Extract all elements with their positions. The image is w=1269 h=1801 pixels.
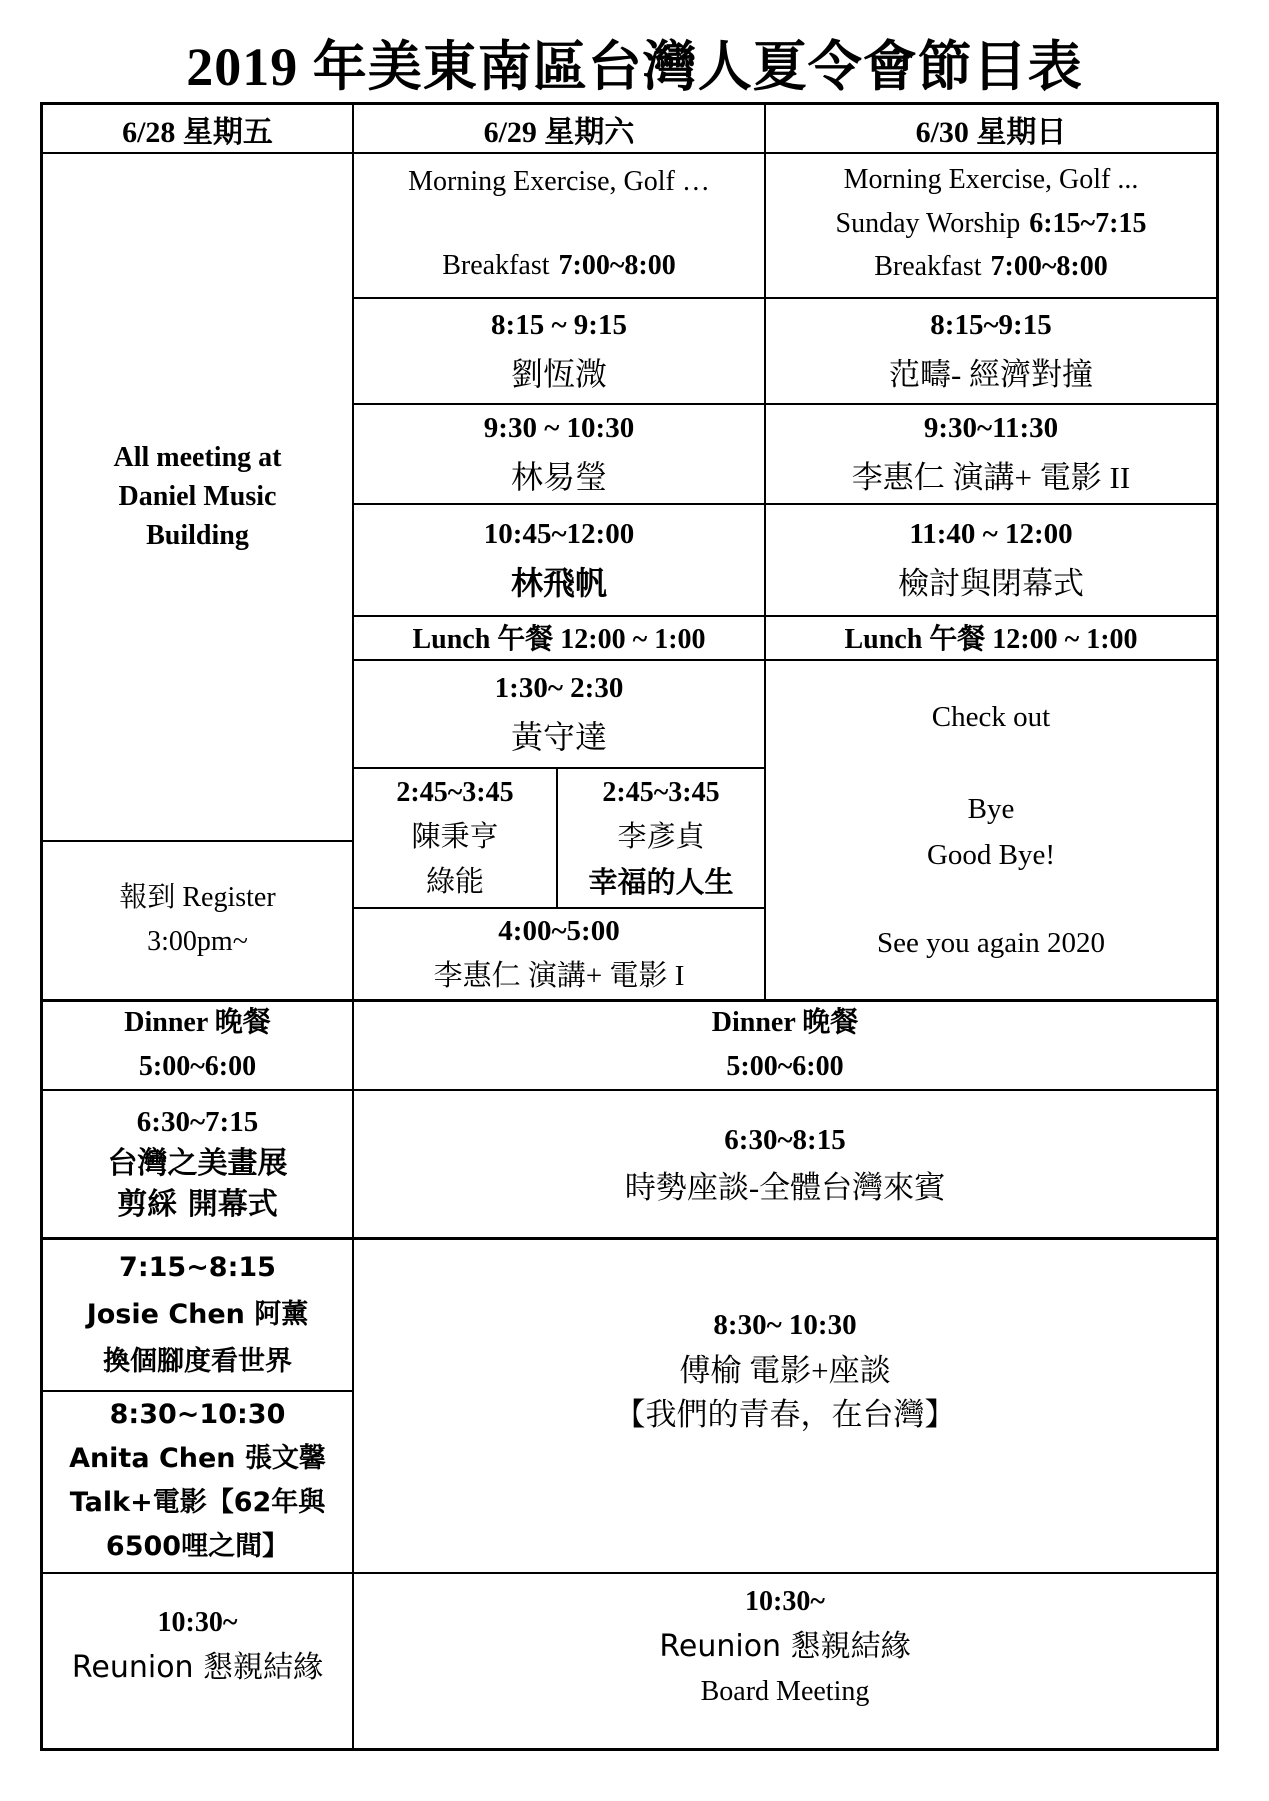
art-show-name: 台灣之美畫展 bbox=[107, 1146, 288, 1181]
sat-breakfast-label: Breakfast bbox=[442, 250, 550, 281]
header-friday bbox=[42, 105, 353, 152]
sat-930-speaker: 林易瑩 bbox=[510, 459, 607, 495]
cell-sunday-morning bbox=[765, 152, 1217, 297]
cell-friday-art-show bbox=[42, 1089, 353, 1238]
header-saturday-label: 6/29 星期六 bbox=[483, 115, 635, 149]
sun-930-topic: 李惠仁 演講+ 電影 II bbox=[851, 460, 1131, 495]
cell-saturday-400 bbox=[353, 907, 765, 1000]
cell-friday-dinner bbox=[42, 1000, 353, 1089]
cell-saturday-morning bbox=[353, 152, 765, 297]
sat-1045-time: 10:45~12:00 bbox=[483, 518, 635, 550]
sat-130-speaker: 黃守達 bbox=[510, 719, 607, 755]
header-sunday bbox=[765, 105, 1217, 152]
sun-morning-exercise: Morning Exercise, Golf ... bbox=[843, 164, 1139, 195]
cell-sunday-checkout bbox=[765, 659, 1217, 1000]
sat-400-time: 4:00~5:00 bbox=[498, 914, 620, 947]
sun-1140-topic: 檢討與閉幕式 bbox=[898, 566, 1084, 601]
anita-time: 8:30~10:30 bbox=[109, 1399, 286, 1430]
friday-dinner-time: 5:00~6:00 bbox=[138, 1050, 257, 1082]
header-sunday-label: 6/30 星期日 bbox=[915, 115, 1067, 149]
cell-friday-reunion bbox=[42, 1572, 353, 1748]
checkout-line: Check out bbox=[931, 700, 1051, 733]
see-you-line: See you again 2020 bbox=[877, 926, 1105, 959]
cell-saturday-245-left bbox=[353, 767, 557, 907]
cell-evening-reunion bbox=[353, 1572, 1217, 1748]
cell-evening-dinner bbox=[353, 1000, 1217, 1089]
sun-1140-time: 11:40 ~ 12:00 bbox=[909, 518, 1073, 550]
register-line-2: 3:00pm~ bbox=[147, 926, 248, 957]
cell-friday-anita bbox=[42, 1390, 353, 1572]
sun-815-time: 8:15~9:15 bbox=[930, 309, 1052, 341]
cell-sunday-lunch bbox=[765, 615, 1217, 659]
cell-saturday-930 bbox=[353, 403, 765, 503]
sun-worship-time: 6:15~7:15 bbox=[1029, 207, 1147, 239]
friday-reunion-label: Reunion 懇親結緣 bbox=[71, 1650, 324, 1685]
sun-breakfast bbox=[874, 251, 1108, 283]
friday-dinner-label: Dinner 晚餐 bbox=[124, 1006, 271, 1038]
josie-speaker: Josie Chen 阿薰 bbox=[86, 1298, 309, 1330]
header-saturday bbox=[353, 105, 765, 152]
cell-saturday-245-right bbox=[557, 767, 765, 907]
cell-sunday-1140 bbox=[765, 503, 1217, 615]
cell-evening-forum bbox=[353, 1089, 1217, 1238]
cell-saturday-lunch bbox=[353, 615, 765, 659]
cell-friday-josie bbox=[42, 1238, 353, 1390]
movie-title: 【我們的青春，在台灣】 bbox=[614, 1396, 956, 1433]
sat-1045-speaker: 林飛帆 bbox=[510, 565, 607, 601]
venue-line-1: All meeting at bbox=[113, 441, 282, 473]
cell-sunday-815 bbox=[765, 297, 1217, 403]
anita-topic-1: Talk+電影【62年與 bbox=[69, 1487, 326, 1518]
sat-breakfast bbox=[442, 250, 676, 282]
sun-worship-label: Sunday Worship bbox=[835, 207, 1021, 239]
anita-topic-2: 6500哩之間】 bbox=[105, 1531, 290, 1562]
evening-dinner-label: Dinner 晚餐 bbox=[711, 1006, 859, 1038]
page-title: 2019 年美東南區台灣人夏令會節目表 bbox=[186, 37, 1083, 97]
sat-245b-speaker: 李彥貞 bbox=[617, 820, 705, 853]
board-meeting-label: Board Meeting bbox=[700, 1675, 870, 1707]
sat-400-speaker: 李惠仁 演講+ 電影 I bbox=[433, 959, 685, 992]
movie-time: 8:30~ 10:30 bbox=[713, 1308, 857, 1341]
josie-topic: 換個腳度看世界 bbox=[103, 1345, 292, 1377]
sat-815-time: 8:15 ~ 9:15 bbox=[491, 309, 627, 341]
sat-245b-topic: 幸福的人生 bbox=[588, 864, 734, 899]
cell-saturday-1045 bbox=[353, 503, 765, 615]
sun-815-topic: 范疇- 經濟對撞 bbox=[888, 357, 1094, 392]
cell-friday-register bbox=[42, 840, 353, 1000]
sun-930-time: 9:30~11:30 bbox=[923, 412, 1059, 444]
josie-time: 7:15~8:15 bbox=[119, 1251, 276, 1283]
anita-speaker: Anita Chen 張文馨 bbox=[69, 1443, 326, 1474]
sun-worship bbox=[836, 208, 1147, 240]
art-show-time: 6:30~7:15 bbox=[136, 1106, 259, 1138]
venue-line-2: Daniel Music bbox=[118, 480, 277, 512]
venue-line-3: Building bbox=[146, 519, 249, 551]
sun-breakfast-time: 7:00~8:00 bbox=[990, 251, 1108, 282]
sun-lunch-label: Lunch 午餐 12:00 ~ 1:00 bbox=[844, 624, 1138, 655]
forum-topic: 時勢座談-全體台灣來賓 bbox=[624, 1169, 946, 1205]
sat-815-speaker: 劉恆溦 bbox=[510, 356, 607, 392]
evening-dinner-time: 5:00~6:00 bbox=[726, 1050, 844, 1082]
movie-speaker: 傅榆 電影+座談 bbox=[679, 1352, 891, 1388]
sun-breakfast-label: Breakfast bbox=[874, 251, 982, 282]
sat-245a-speaker: 陳秉亨 bbox=[411, 820, 499, 853]
sat-245a-topic: 綠能 bbox=[425, 865, 484, 898]
bye-line: Bye bbox=[967, 792, 1015, 825]
sat-245a-time: 2:45~3:45 bbox=[396, 776, 514, 808]
sat-930-time: 9:30 ~ 10:30 bbox=[483, 412, 635, 444]
art-show-ceremony: 剪綵 開幕式 bbox=[117, 1187, 278, 1222]
cell-saturday-130 bbox=[353, 659, 765, 767]
goodbye-line: Good Bye! bbox=[926, 838, 1056, 871]
sat-breakfast-time: 7:00~8:00 bbox=[558, 250, 676, 281]
cell-saturday-815 bbox=[353, 297, 765, 403]
cell-sunday-930 bbox=[765, 403, 1217, 503]
evening-reunion-time: 10:30~ bbox=[745, 1585, 825, 1617]
cell-friday-venue bbox=[42, 152, 353, 840]
forum-time: 6:30~8:15 bbox=[724, 1123, 846, 1156]
evening-reunion-label: Reunion 懇親結緣 bbox=[659, 1628, 911, 1664]
cell-evening-movie bbox=[353, 1238, 1217, 1572]
sat-morning-exercise: Morning Exercise, Golf … bbox=[408, 166, 710, 197]
sat-245b-time: 2:45~3:45 bbox=[602, 776, 720, 808]
sat-130-time: 1:30~ 2:30 bbox=[494, 672, 624, 704]
header-friday-label: 6/28 星期五 bbox=[122, 115, 273, 149]
friday-reunion-time: 10:30~ bbox=[157, 1607, 238, 1638]
sat-lunch-label: Lunch 午餐 12:00 ~ 1:00 bbox=[412, 624, 706, 655]
register-line-1: 報到 Register bbox=[119, 882, 276, 913]
